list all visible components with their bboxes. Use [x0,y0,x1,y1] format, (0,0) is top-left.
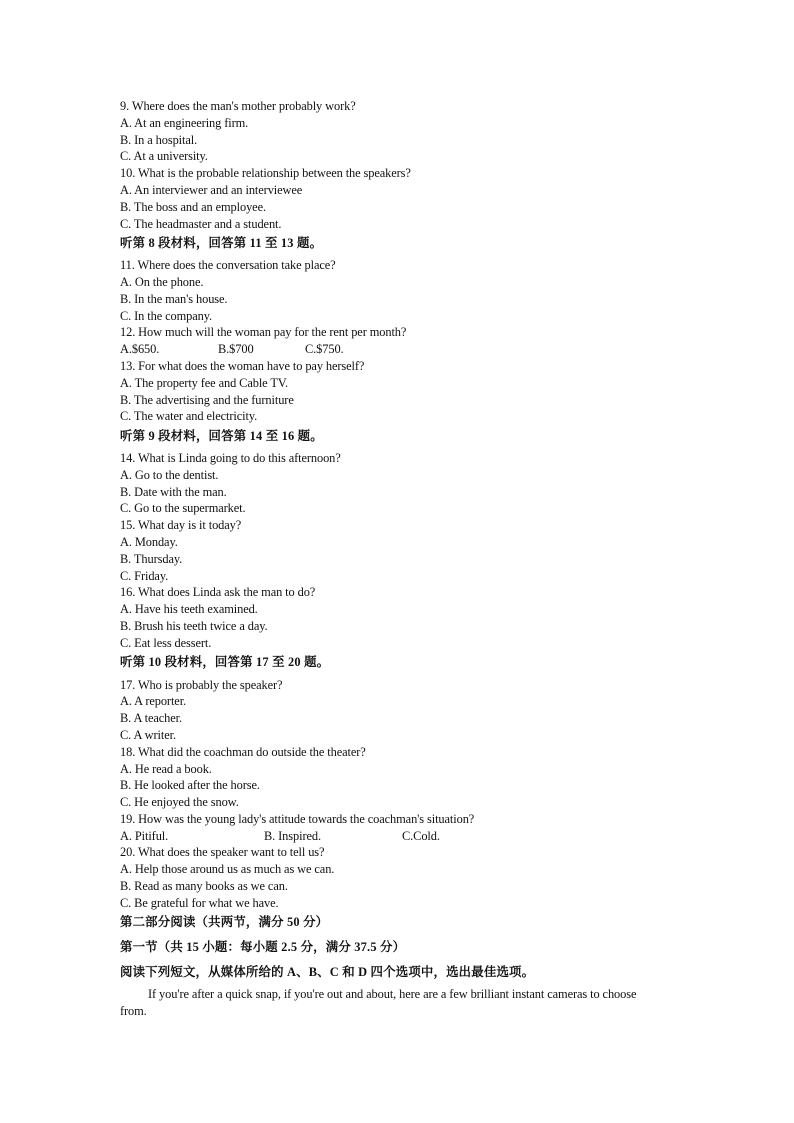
option-9c: C. At a university. [120,149,208,163]
option-16c: C. Eat less dessert. [120,636,212,650]
option-20b: B. Read as many books as we can. [120,879,288,893]
option-9a: A. At an engineering firm. [120,116,249,130]
option-12a: A.$650. [120,342,160,356]
options-12 [120,341,344,357]
options-19 [120,828,440,844]
option-15a: A. Monday. [120,535,178,549]
option-19b: B. Inspired. [264,829,321,843]
option-11b: B. In the man's house. [120,292,228,306]
option-17c: C. A writer. [120,728,176,742]
question-19: 19. How was the young lady's attitude towards the coachman's situation? [120,812,475,826]
section-one-heading: 第一节（共 15 小题：每小题 2.5 分，满分 37.5 分） [120,940,406,954]
section-heading-10: 听第 10 段材料，回答第 17 至 20 题。 [120,655,330,669]
option-20a: A. Help those around us as much as we can. [120,862,335,876]
passage-line-1: If you're after a quick snap, if you're out and about, here are a few brilliant instant cameras to choose [148,987,637,1001]
section-heading-9: 听第 9 段材料，回答第 14 至 16 题。 [120,429,323,443]
option-16b: B. Brush his teeth twice a day. [120,619,268,633]
option-10b: B. The boss and an employee. [120,200,266,214]
option-19a: A. Pitiful. [120,829,169,843]
option-14a: A. Go to the dentist. [120,468,219,482]
option-18a: A. He read a book. [120,762,212,776]
option-19c: C.Cold. [402,829,440,843]
option-14c: C. Go to the supermarket. [120,501,246,515]
question-13: 13. For what does the woman have to pay herself? [120,359,365,373]
option-20c: C. Be grateful for what we have. [120,896,279,910]
option-15c: C. Friday. [120,569,169,583]
question-12: 12. How much will the woman pay for the rent per month? [120,325,407,339]
question-17: 17. Who is probably the speaker? [120,678,283,692]
question-11: 11. Where does the conversation take place? [120,258,336,272]
option-13b: B. The advertising and the furniture [120,393,294,407]
section-heading-8: 听第 8 段材料，回答第 11 至 13 题。 [120,236,323,250]
option-17a: A. A reporter. [120,694,187,708]
question-9: 9. Where does the man's mother probably work? [120,99,356,113]
passage-line-2: from. [120,1004,147,1018]
option-12c: C.$750. [305,342,344,356]
question-14: 14. What is Linda going to do this afternoon? [120,451,341,465]
option-11c: C. In the company. [120,309,213,323]
option-18b: B. He looked after the horse. [120,778,260,792]
option-11a: A. On the phone. [120,275,204,289]
option-13a: A. The property fee and Cable TV. [120,376,289,390]
option-13c: C. The water and electricity. [120,409,258,423]
option-17b: B. A teacher. [120,711,183,725]
option-16a: A. Have his teeth examined. [120,602,258,616]
option-10a: A. An interviewer and an interviewee [120,183,303,197]
reading-instructions: 阅读下列短文，从媒体所给的 A、B、C 和 D 四个选项中，选出最佳选项。 [120,965,535,979]
option-12b: B.$700 [218,342,254,356]
option-14b: B. Date with the man. [120,485,227,499]
option-9b: B. In a hospital. [120,133,198,147]
question-15: 15. What day is it today? [120,518,242,532]
part-two-heading: 第二部分阅读（共两节，满分 50 分） [120,915,329,929]
question-20: 20. What does the speaker want to tell us? [120,845,325,859]
option-15b: B. Thursday. [120,552,183,566]
option-18c: C. He enjoyed the snow. [120,795,239,809]
question-10: 10. What is the probable relationship between the speakers? [120,166,411,180]
option-10c: C. The headmaster and a student. [120,217,282,231]
question-16: 16. What does Linda ask the man to do? [120,585,316,599]
question-18: 18. What did the coachman do outside the theater? [120,745,366,759]
